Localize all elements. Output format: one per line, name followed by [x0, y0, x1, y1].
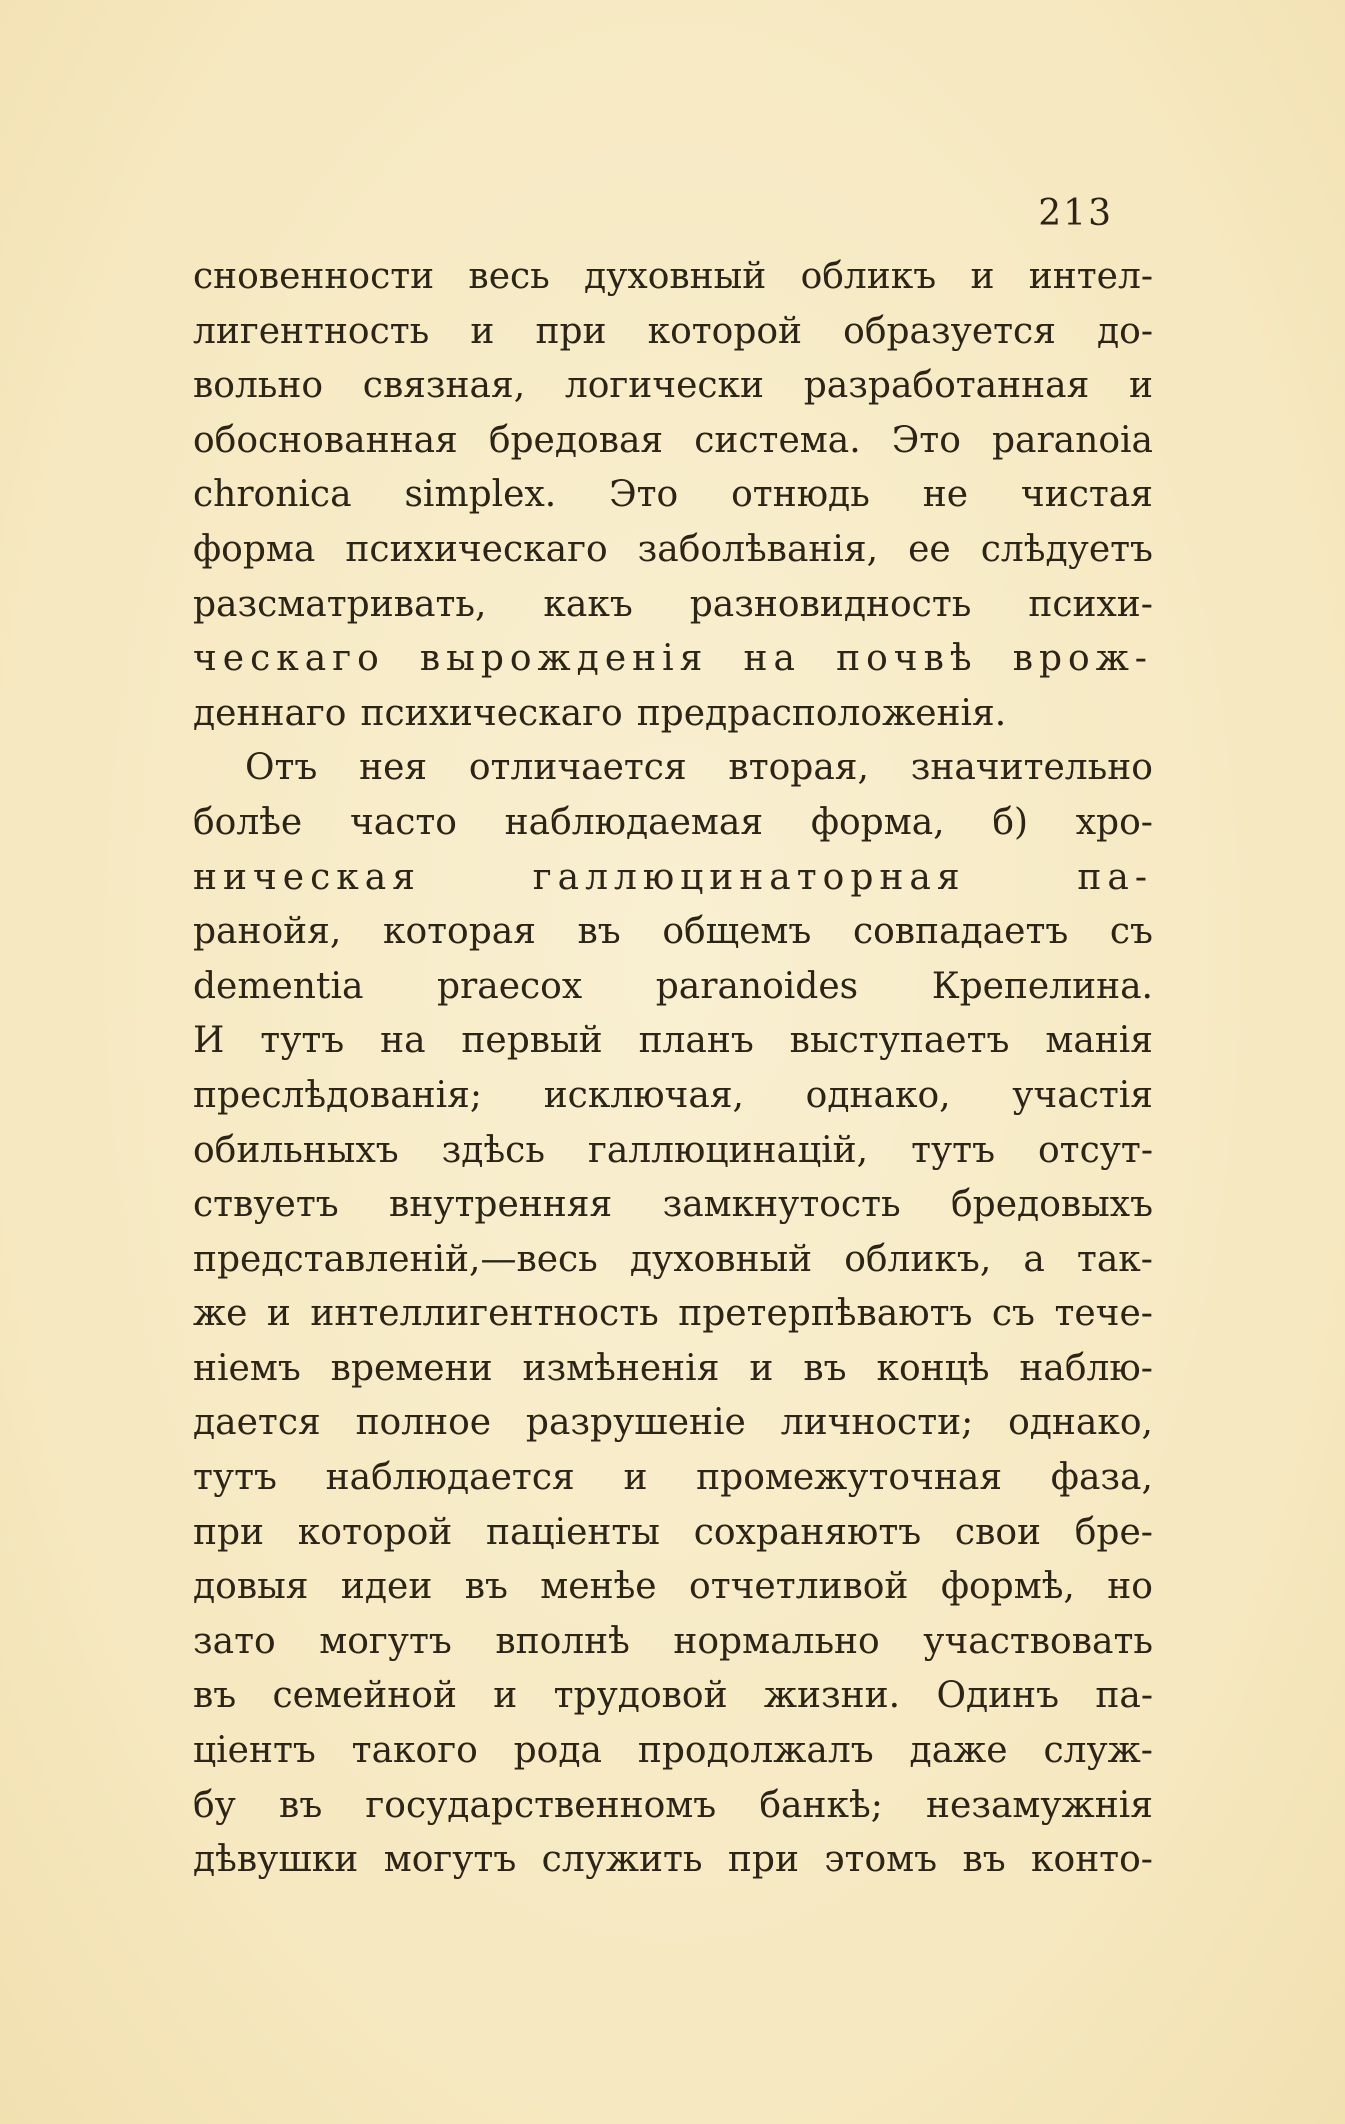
text-line: И тутъ на первый планъ выступаетъ манія	[193, 1020, 1153, 1062]
text-line: болѣе часто наблюдаемая форма, б) хро-	[193, 801, 1153, 843]
text-line: ническая галлюцинаторная па-	[193, 856, 1153, 898]
text-line: при которой паціенты сохраняютъ свои бре-	[193, 1511, 1153, 1553]
text-line: въ семейной и трудовой жизни. Одинъ па-	[193, 1675, 1153, 1717]
text-line: ніемъ времени измѣненія и въ концѣ наблю-	[193, 1347, 1153, 1389]
text-line: ствуетъ внутренняя замкнутость бредовыхъ	[193, 1184, 1153, 1226]
page-number: 213	[1038, 193, 1113, 234]
text-line: преслѣдованія; исключая, однако, участія	[193, 1074, 1153, 1116]
text-line: же и интеллигентность претерпѣваютъ съ тече-	[193, 1293, 1153, 1335]
text-line: вольно связная, логически разработанная и	[193, 365, 1153, 407]
text-line: dementia praecox paranoides Крепелина.	[193, 965, 1153, 1007]
text-line: разсматривать, какъ разновидность психи-	[193, 583, 1153, 625]
text-line: обильныхъ здѣсь галлюцинацій, тутъ отсут-	[193, 1129, 1153, 1171]
text-line: представленій,—весь духовный обликъ, а так-	[193, 1238, 1153, 1280]
text-line: деннаго психическаго предрасположенія.	[193, 692, 1007, 734]
text-line: дается полное разрушеніе личности; однако,	[193, 1402, 1153, 1444]
text-line: chronica simplex. Это отнюдь не чистая	[193, 474, 1153, 516]
text-line: форма психическаго заболѣванія, ее слѣдуетъ	[193, 528, 1153, 570]
text-line: тутъ наблюдается и промежуточная фаза,	[193, 1457, 1153, 1499]
text-line: сновенности весь духовный обликъ и интел-	[193, 256, 1153, 297]
text-line: ціентъ такого рода продолжалъ даже служ-	[193, 1730, 1153, 1772]
text-line: зато могутъ вполнѣ нормально участвовать	[193, 1620, 1153, 1662]
text-line: дѣвушки могутъ служить при этомъ въ конто-	[193, 1839, 1153, 1881]
text-line: ранойя, которая въ общемъ совпадаетъ съ	[193, 911, 1153, 953]
text-line: ческаго вырожденія на почвѣ врож-	[193, 638, 1153, 680]
text-line: бу въ государственномъ банкѣ; незамужнія	[193, 1784, 1153, 1826]
text-line: Отъ нея отличается вторая, значительно	[245, 747, 1153, 789]
text-line: лигентность и при которой образуется до-	[193, 310, 1153, 352]
text-line: довыя идеи въ менѣе отчетливой формѣ, но	[193, 1566, 1153, 1608]
text-line: обоснованная бредовая система. Это paranoia	[193, 419, 1153, 461]
body-text	[193, 250, 1153, 1888]
